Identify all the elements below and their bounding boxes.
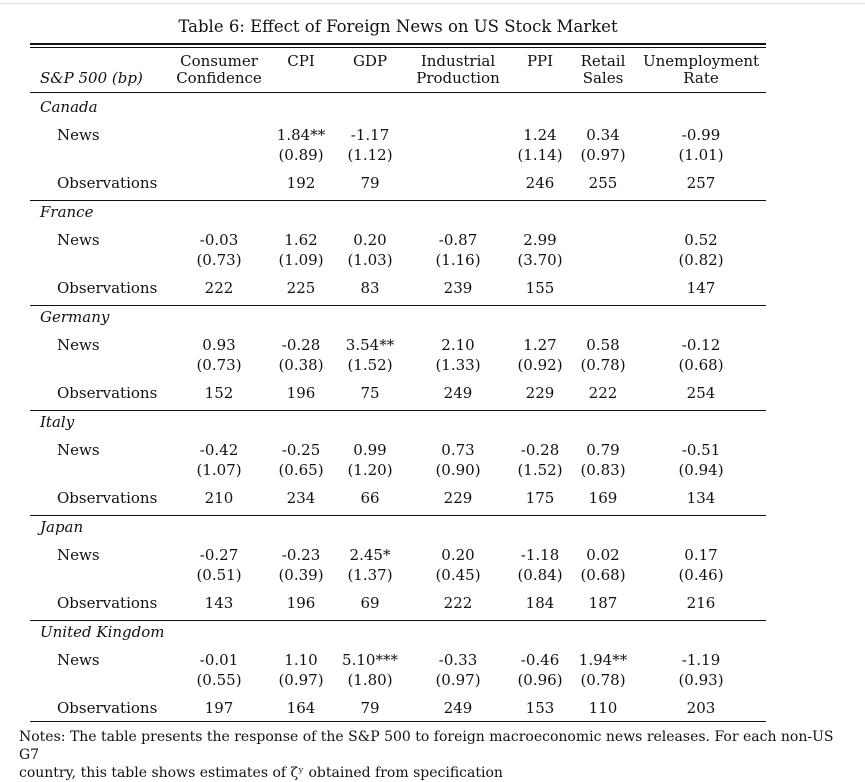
- coefficient-cell: 0.73: [441, 441, 475, 459]
- observations-cell: 210: [204, 489, 234, 507]
- coefficient-cell: -0.23: [281, 546, 321, 564]
- row-label-news: News: [57, 126, 100, 144]
- coefficient-cell: 0.34: [586, 126, 620, 144]
- observations-cell: 175: [525, 489, 555, 507]
- coefficient-cell: 2.99: [523, 231, 557, 249]
- standard-error-cell: (0.89): [278, 146, 324, 164]
- observations-cell: 239: [443, 279, 473, 297]
- standard-error-cell: (1.07): [196, 461, 242, 479]
- standard-error-cell: (0.97): [580, 146, 626, 164]
- coefficient-cell: 0.20: [353, 231, 387, 249]
- observations-cell: 222: [588, 384, 618, 402]
- standard-error-cell: (0.78): [580, 356, 626, 374]
- observations-cell: 222: [204, 279, 234, 297]
- observations-cell: 152: [204, 384, 234, 402]
- standard-error-cell: (0.73): [196, 251, 242, 269]
- coefficient-cell: 1.10: [284, 651, 318, 669]
- observations-cell: 164: [286, 699, 316, 717]
- standard-error-cell: (0.97): [278, 671, 324, 689]
- table-top-rule: [30, 43, 766, 45]
- observations-cell: 184: [525, 594, 555, 612]
- column-header: Sales: [582, 69, 624, 87]
- group-separator-rule: [30, 620, 766, 621]
- standard-error-cell: (3.70): [517, 251, 563, 269]
- row-label-observations: Observations: [57, 489, 158, 507]
- row-label-news: News: [57, 441, 100, 459]
- coefficient-cell: 0.17: [684, 546, 718, 564]
- coefficient-cell: -0.27: [199, 546, 239, 564]
- observations-cell: 246: [525, 174, 555, 192]
- coefficient-cell: 1.24: [523, 126, 557, 144]
- standard-error-cell: (1.52): [347, 356, 393, 374]
- observations-cell: 196: [286, 384, 316, 402]
- standard-error-cell: (0.45): [435, 566, 481, 584]
- observations-cell: 143: [204, 594, 234, 612]
- standard-error-cell: (0.38): [278, 356, 324, 374]
- observations-cell: 257: [686, 174, 716, 192]
- coefficient-cell: 2.45*: [349, 546, 391, 564]
- coefficient-cell: -0.25: [281, 441, 321, 459]
- row-label-observations: Observations: [57, 174, 158, 192]
- observations-cell: 229: [443, 489, 473, 507]
- standard-error-cell: (0.78): [580, 671, 626, 689]
- coefficient-cell: 0.99: [353, 441, 387, 459]
- standard-error-cell: (1.09): [278, 251, 324, 269]
- observations-cell: 153: [525, 699, 555, 717]
- observations-cell: 222: [443, 594, 473, 612]
- country-label: Japan: [40, 518, 84, 536]
- row-label-observations: Observations: [57, 594, 158, 612]
- observations-cell: 155: [525, 279, 555, 297]
- observations-cell: 225: [286, 279, 316, 297]
- header-bottom-rule: [30, 92, 766, 93]
- observations-cell: 249: [443, 384, 473, 402]
- coefficient-cell: -0.46: [520, 651, 560, 669]
- standard-error-cell: (0.68): [678, 356, 724, 374]
- notes-line-2: country, this table shows estimates of ζʸ obtained from specification: [19, 765, 503, 781]
- country-label: Germany: [40, 308, 110, 326]
- row-label-news: News: [57, 546, 100, 564]
- coefficient-cell: 1.94**: [578, 651, 628, 669]
- observations-cell: 147: [686, 279, 716, 297]
- standard-error-cell: (1.12): [347, 146, 393, 164]
- notes-line-1: Notes: The table presents the response of the S&P 500 to foreign macroeconomic news releases. For each non-US G7: [19, 729, 834, 763]
- column-header: Retail: [580, 52, 626, 70]
- observations-cell: 234: [286, 489, 316, 507]
- group-separator-rule: [30, 410, 766, 411]
- coefficient-cell: -0.99: [681, 126, 721, 144]
- group-separator-rule: [30, 305, 766, 306]
- observations-cell: 254: [686, 384, 716, 402]
- coefficient-cell: 1.84**: [276, 126, 326, 144]
- standard-error-cell: (1.52): [517, 461, 563, 479]
- row-label-news: News: [57, 651, 100, 669]
- coefficient-cell: -0.01: [199, 651, 239, 669]
- observations-cell: 66: [360, 489, 380, 507]
- coefficient-cell: 0.52: [684, 231, 718, 249]
- observations-cell: 79: [360, 174, 380, 192]
- standard-error-cell: (0.93): [678, 671, 724, 689]
- observations-cell: 134: [686, 489, 716, 507]
- row-label-news: News: [57, 336, 100, 354]
- column-header: Consumer: [180, 52, 258, 70]
- standard-error-cell: (0.46): [678, 566, 724, 584]
- standard-error-cell: (0.68): [580, 566, 626, 584]
- coefficient-cell: 0.20: [441, 546, 475, 564]
- group-separator-rule: [30, 515, 766, 516]
- group-separator-rule: [30, 200, 766, 201]
- column-header: Industrial: [420, 52, 496, 70]
- standard-error-cell: (0.83): [580, 461, 626, 479]
- coefficient-cell: -0.42: [199, 441, 239, 459]
- standard-error-cell: (1.20): [347, 461, 393, 479]
- observations-cell: 187: [588, 594, 618, 612]
- country-label: France: [40, 203, 94, 221]
- coefficient-cell: -0.33: [438, 651, 478, 669]
- coefficient-cell: -0.03: [199, 231, 239, 249]
- standard-error-cell: (0.96): [517, 671, 563, 689]
- coefficient-cell: 0.93: [202, 336, 236, 354]
- standard-error-cell: (0.39): [278, 566, 324, 584]
- standard-error-cell: (0.94): [678, 461, 724, 479]
- standard-error-cell: (0.73): [196, 356, 242, 374]
- standard-error-cell: (0.82): [678, 251, 724, 269]
- observations-cell: 83: [360, 279, 380, 297]
- column-header: CPI: [287, 52, 315, 70]
- country-label: Italy: [40, 413, 75, 431]
- coefficient-cell: 0.79: [586, 441, 620, 459]
- observations-cell: 197: [204, 699, 234, 717]
- country-label: Canada: [40, 98, 98, 116]
- observations-cell: 249: [443, 699, 473, 717]
- observations-cell: 192: [286, 174, 316, 192]
- coefficient-cell: 0.02: [586, 546, 620, 564]
- table-title: Table 6: Effect of Foreign News on US Stock Market: [178, 17, 618, 36]
- column-header: GDP: [352, 52, 388, 70]
- row-label-observations: Observations: [57, 279, 158, 297]
- table-notes: [19, 728, 849, 782]
- standard-error-cell: (1.33): [435, 356, 481, 374]
- standard-error-cell: (0.90): [435, 461, 481, 479]
- standard-error-cell: (1.03): [347, 251, 393, 269]
- coefficient-cell: -0.51: [681, 441, 721, 459]
- standard-error-cell: (1.14): [517, 146, 563, 164]
- coefficient-cell: -0.28: [520, 441, 560, 459]
- coefficient-cell: 5.10***: [342, 651, 398, 669]
- coefficient-cell: 2.10: [441, 336, 475, 354]
- column-header: PPI: [526, 52, 554, 70]
- coefficient-cell: 3.54**: [345, 336, 395, 354]
- standard-error-cell: (0.51): [196, 566, 242, 584]
- observations-cell: 229: [525, 384, 555, 402]
- country-label: United Kingdom: [40, 623, 165, 641]
- row-label-observations: Observations: [57, 699, 158, 717]
- observations-cell: 79: [360, 699, 380, 717]
- coefficient-cell: 0.58: [586, 336, 620, 354]
- standard-error-cell: (0.97): [435, 671, 481, 689]
- row-label-news: News: [57, 231, 100, 249]
- page-top-border: [0, 3, 865, 4]
- column-header: Production: [416, 69, 500, 87]
- observations-cell: 69: [360, 594, 380, 612]
- standard-error-cell: (1.01): [678, 146, 724, 164]
- standard-error-cell: (1.16): [435, 251, 481, 269]
- table-top-rule-inner: [30, 47, 766, 48]
- observations-cell: 75: [360, 384, 380, 402]
- coefficient-cell: 1.27: [523, 336, 557, 354]
- standard-error-cell: (1.80): [347, 671, 393, 689]
- standard-error-cell: (0.55): [196, 671, 242, 689]
- observations-cell: 196: [286, 594, 316, 612]
- coefficient-cell: -1.17: [350, 126, 390, 144]
- row-label-observations: Observations: [57, 384, 158, 402]
- standard-error-cell: (0.84): [517, 566, 563, 584]
- table-bottom-rule: [30, 721, 766, 722]
- observations-cell: 216: [686, 594, 716, 612]
- observations-cell: 110: [588, 699, 618, 717]
- coefficient-cell: -1.19: [681, 651, 721, 669]
- standard-error-cell: (0.65): [278, 461, 324, 479]
- column-header: Unemployment: [642, 52, 760, 70]
- standard-error-cell: (0.92): [517, 356, 563, 374]
- column-header: Confidence: [176, 69, 262, 87]
- coefficient-cell: 1.62: [284, 231, 318, 249]
- standard-error-cell: (1.37): [347, 566, 393, 584]
- coefficient-cell: -0.28: [281, 336, 321, 354]
- observations-cell: 169: [588, 489, 618, 507]
- column-header: Rate: [683, 69, 719, 87]
- observations-cell: 203: [686, 699, 716, 717]
- coefficient-cell: -0.12: [681, 336, 721, 354]
- coefficient-cell: -0.87: [438, 231, 478, 249]
- coefficient-cell: -1.18: [520, 546, 560, 564]
- observations-cell: 255: [588, 174, 618, 192]
- stub-header: S&P 500 (bp): [40, 69, 143, 87]
